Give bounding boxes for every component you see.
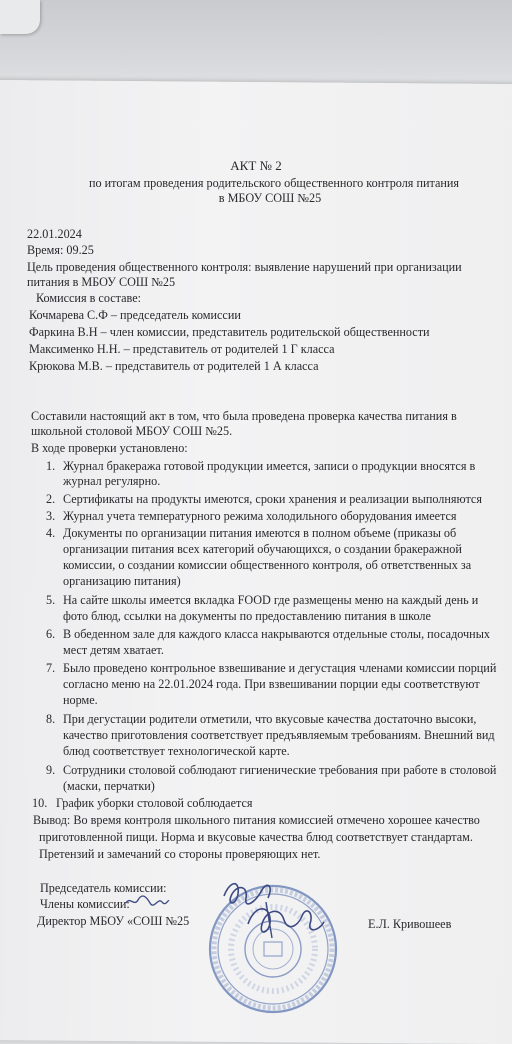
list-number: 5. [46,593,56,607]
list-item-line: При дегустации родители отметили, что вкусовые качества достаточно высоки, [63,712,477,726]
member-line: Крюкова М.В. – представитель от родителей 1 А класса [29,359,319,373]
list-item-line: комиссии, о создании комиссии общественного контроля, об ответственных за [63,558,472,572]
member-line: Кочмарева С.Ф – председатель комиссии [29,308,241,322]
director-label: Директор МБОУ «СОШ №25 [37,914,190,928]
found-heading: В ходе проверки установлено: [31,441,188,455]
purpose-line2: питания в МБОУ СОШ №25 [27,275,176,289]
list-item-line: норме. [63,693,98,707]
conclusion-line3: Претензий и замечаний со стороны проверяющих нет. [39,847,321,861]
list-item-line: блюд соответствует технологической карте. [63,744,290,758]
list-item-line: Сотрудники столовой соблюдают гигиенические требования при работе в столовой [63,763,497,777]
list-item-line: Журнал учета температурного режима холодильного оборудования имеется [63,509,457,523]
list-item-line: График уборки столовой соблюдается [56,796,253,810]
list-item-line: согласно меню на 22.01.2024 года. При взвешивании порции еды соответствуют [63,677,480,691]
list-number: 8. [46,712,56,726]
conclusion-line1: Вывод: Во время контроля школьного питания комиссией отмечено хорошее качество [33,813,480,827]
list-number: 9. [46,763,56,777]
list-number: 4. [46,526,56,540]
member-line: Фаркина В.Н – член комиссии, представитель родительской общественности [29,325,430,339]
intro-line1: Составили настоящий акт в том, что была проведена проверка качества питания в [31,409,457,423]
list-number: 1. [46,459,56,473]
members-label: Члены комиссии: [40,897,130,911]
list-number: 6. [46,627,56,641]
doc-subtitle-line2: в МБОУ СОШ №25 [218,191,322,205]
doc-subtitle-line1: по итогам проведения родительского общественного контроля питания [88,176,460,190]
member-line: Максименко Н.Н. – представитель от родителей 1 Г класса [29,342,335,356]
list-item-line: организацию питания) [63,574,181,588]
doc-title: АКТ № 2 [230,158,282,173]
intro-line2: школьной столовой МБОУ СОШ №25. [31,424,233,438]
list-item-line: Было проведено контрольное взвешивание и дегустация членами комиссии порций [63,661,497,675]
list-item-line: Сертификаты на продукты имеются, сроки хранения и реализации выполняются [63,492,482,506]
director-signature [218,876,338,946]
list-number: 3. [46,509,56,523]
list-item-line: журнал регулярно. [63,474,161,488]
commission-heading: Комиссия в составе: [36,291,141,305]
list-number: 7. [46,661,56,675]
list-item-line: Документы по организации питания имеются в полном объеме (приказы об [63,526,457,540]
list-item-line: фото блюд, ссылки на документы по предоставлению питания в школе [63,609,431,623]
director-name: Е.Л. Кривошеев [368,917,452,931]
list-number: 10. [32,796,48,810]
list-item-line: качество приготовления соответствует предъявляемым требованиям. Внешний вид [63,728,495,742]
doc-date: 22.01.2024 [27,227,82,241]
list-number: 2. [46,492,56,506]
list-item-line: Журнал бракеража готовой продукции имеется, записи о продукции вносятся в [63,459,476,473]
list-item-line: В обеденном зале для каждого класса накрываются отдельные столы, посадочных [63,627,490,641]
list-item-line: мест детям хватает. [63,643,164,657]
list-item-line: организации питания всех категорий обучающихся, о создании бракеражной [63,542,462,556]
purpose-line1: Цель проведения общественного контроля: выявление нарушений при организации [27,260,462,274]
member-signature-mark [124,893,170,909]
conclusion-line2: приготовленной пищи. Норма и вкусовые качества блюд соответствует стандартам. [39,830,473,844]
list-item-line: На сайте школы имеется вкладка FOOD где размещены меню на каждый день и [63,593,479,607]
list-item-line: (маски, перчатки) [63,779,155,793]
doc-time: Время: 09.25 [27,243,94,257]
chairman-label: Председатель комиссии: [40,881,167,895]
